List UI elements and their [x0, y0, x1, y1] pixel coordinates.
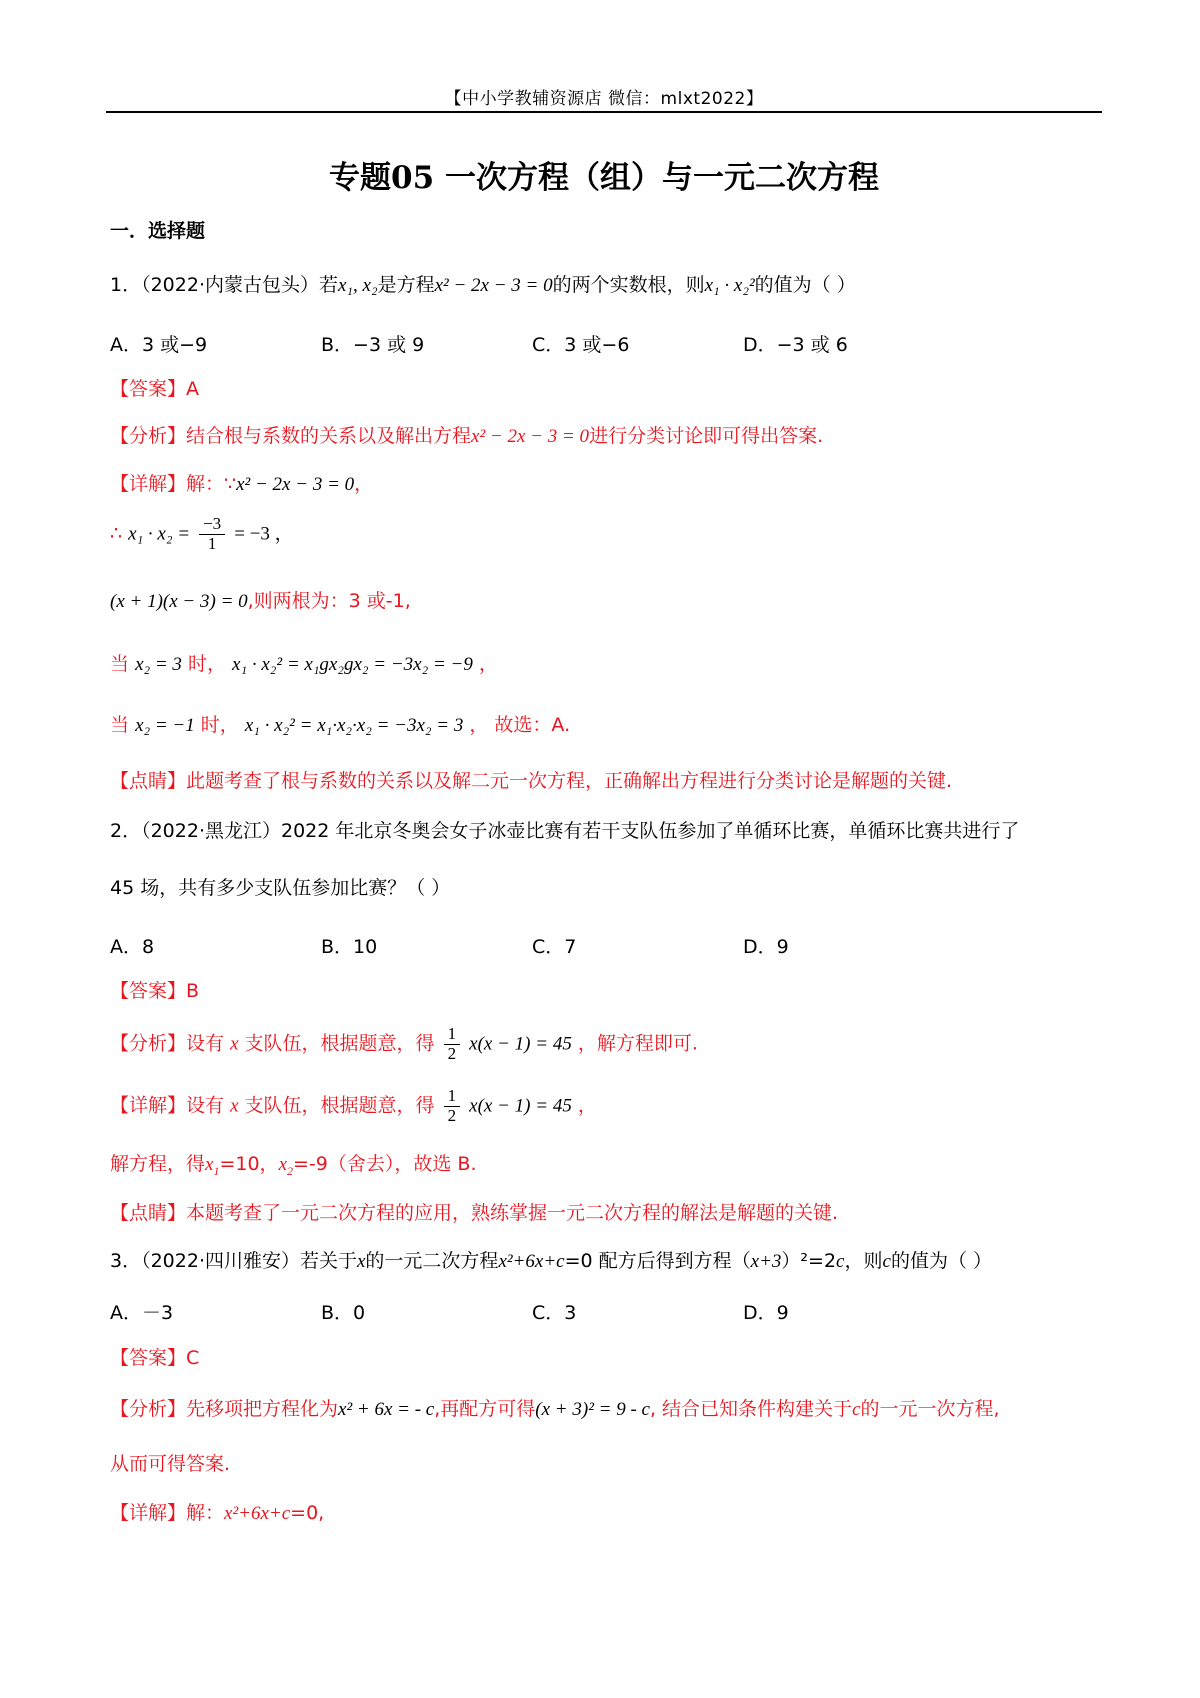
q1-answer: 【答案】A — [110, 378, 199, 400]
q2-option-b: B．10 — [321, 936, 378, 958]
q2-analysis: 【分析】设有 x 支队伍，根据题意，得 $\frac{1}{2}$ x(x − 1) = 45 ，解方程即可. — [110, 1024, 698, 1063]
q2-answer: 【答案】B — [110, 980, 200, 1002]
q3-analysis-line2: 从而可得答案. — [110, 1453, 231, 1475]
q2-option-c: C．7 — [532, 936, 577, 958]
page-header: 【中小学教辅资源店 微信：mlxt2022】 — [444, 89, 764, 109]
q3-detail: 【详解】解：x²+6x+c=0, — [110, 1502, 325, 1524]
q1-step3: (x + 1)(x − 3) = 0,则两根为：3 或-1, — [110, 590, 411, 612]
q1-option-c: C．3 或−6 — [532, 334, 630, 356]
fraction: $\frac{-3}{1}$ — [199, 515, 225, 553]
fraction: $\frac{1}{2}$ — [444, 1087, 461, 1125]
section-heading: 一．选择题 — [110, 220, 206, 242]
q1-stem: 1．（2022·内蒙古包头）若x₁, x₂是方程x² − 2x − 3 = 0的两个实数根，则x₁ · x₂²的值为（ ） — [110, 274, 856, 296]
q1-option-d: D．−3 或 6 — [743, 334, 848, 356]
q2-stem-line1: 2．（2022·黑龙江）2022 年北京冬奥会女子冰壶比赛有若干支队伍参加了单循环比赛，单循环比赛共进行了 — [110, 820, 1020, 842]
header-divider — [106, 111, 1102, 113]
q1-step4: 当 x₂ = 3 时， x₁ · x₂² = x₁gx₂gx₂ = −3x₂ = −9 ， — [110, 653, 498, 675]
q1-option-a: A．3 或−9 — [110, 334, 208, 356]
q3-option-d: D．9 — [743, 1302, 789, 1324]
q3-answer: 【答案】C — [110, 1347, 200, 1369]
q1-detail: 【详解】解：∵x² − 2x − 3 = 0， — [110, 473, 374, 495]
q3-option-b: B．0 — [321, 1302, 366, 1324]
q2-option-a: A．8 — [110, 936, 155, 958]
q3-stem: 3．（2022·四川雅安）若关于x的一元二次方程x²+6x+c=0 配方后得到方程（x+3）²=2c，则c的值为（ ） — [110, 1250, 992, 1272]
q1-option-b: B．−3 或 9 — [321, 334, 425, 356]
q1-step5: 当 x₂ = −1 时， x₁ · x₂² = x₁·x₂·x₂ = −3x₂ = 3 ， 故选：A. — [110, 714, 571, 736]
q2-stem-line2: 45 场，共有多少支队伍参加比赛？（ ） — [110, 877, 451, 899]
q2-remark: 【点睛】本题考查了一元二次方程的应用，熟练掌握一元二次方程的解法是解题的关键. — [110, 1202, 839, 1224]
q2-detail: 【详解】设有 x 支队伍，根据题意，得 $\frac{1}{2}$ x(x − 1) = 45 ， — [110, 1086, 597, 1125]
page-title: 专题05 一次方程（组）与一元二次方程 — [329, 160, 879, 196]
q3-option-c: C．3 — [532, 1302, 577, 1324]
q3-option-a: A．－3 — [110, 1302, 174, 1324]
q1-analysis: 【分析】结合根与系数的关系以及解出方程x² − 2x − 3 = 0进行分类讨论即可得出答案. — [110, 425, 824, 447]
q2-solution: 解方程，得$x_1=10$，$x_2=-9$（舍去），故选 B. — [110, 1153, 477, 1178]
q2-option-d: D．9 — [743, 936, 789, 958]
q1-step2: ∴ x₁ · x₂ = $\frac{-3}{1}$ = −3 ， — [110, 514, 294, 553]
q3-analysis: 【分析】先移项把方程化为x² + 6x = - c,再配方可得(x + 3)² = 9 - c, 结合已知条件构建关于c的一元一次方程, — [110, 1398, 1000, 1420]
q1-remark: 【点睛】此题考查了根与系数的关系以及解二元一次方程，正确解出方程进行分类讨论是解题的关键. — [110, 770, 953, 792]
fraction: $\frac{1}{2}$ — [444, 1025, 461, 1063]
